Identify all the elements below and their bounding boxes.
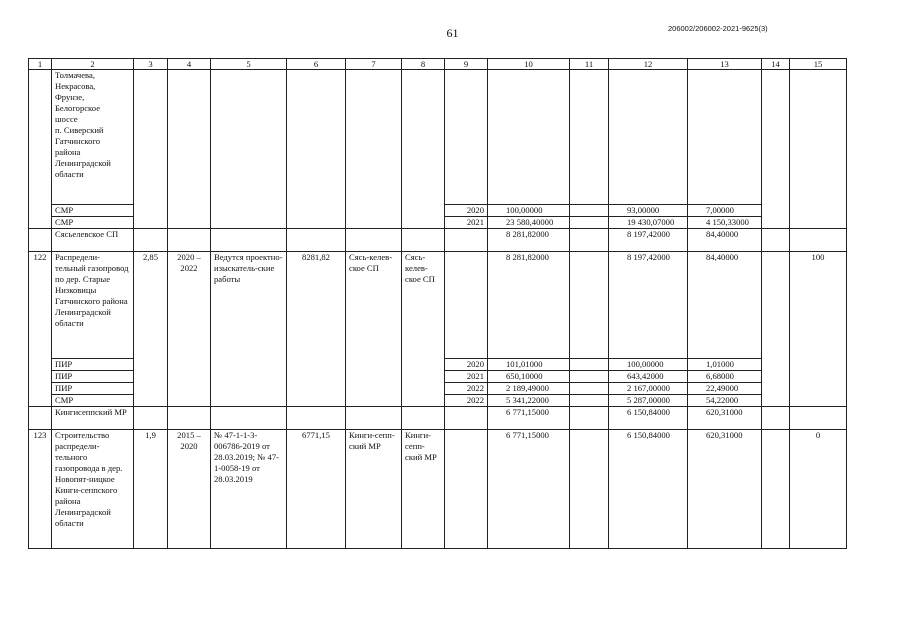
header-cell: 6	[287, 59, 346, 70]
header-cell: 14	[762, 59, 790, 70]
work-type: ПИР	[52, 359, 134, 371]
table-row: СМР 2021 23 580,40000 19 430,07000 4 150,33000	[29, 217, 847, 229]
item-number: 122	[29, 252, 52, 407]
work-type: СМР	[52, 217, 134, 229]
year: 2021	[445, 217, 488, 229]
work-type: СМР	[52, 205, 134, 217]
table-row: СМР 2022 5 341,22000 5 287,00000 54,22000	[29, 395, 847, 407]
work-type: СМР	[52, 395, 134, 407]
header-cell: 1	[29, 59, 52, 70]
table-row: ПИР 2020 101,01000 100,00000 1,01000	[29, 359, 847, 371]
year: 2022	[445, 395, 488, 407]
subtotal-row: Кингисеппский МР 6 771,15000 6 150,84000 620,31000	[29, 407, 847, 430]
table-row: ПИР 2021 650,10000 643,42000 6,68000	[29, 371, 847, 383]
item-name-cell: Толмачева, Некрасова, Фрунзе, Белогорское шоссе п. Сиверский Гатчинского района Ленинградской области	[52, 70, 134, 205]
page-number: 61	[446, 26, 459, 40]
register-table	[28, 58, 847, 549]
table-row	[29, 70, 847, 205]
table-row: СМР 2020 100,00000 93,00000 7,00000	[29, 205, 847, 217]
header-cell: 5	[211, 59, 287, 70]
header-row	[29, 59, 847, 70]
header-cell: 13	[688, 59, 762, 70]
year: 2021	[445, 371, 488, 383]
subtotal-label: Кингисеппский МР	[52, 407, 134, 430]
subtotal-label: Сясьелевское СП	[52, 229, 134, 252]
item-number: 123	[29, 430, 52, 549]
subtotal-row: Сясьелевское СП 8 281,82000 8 197,42000 84,40000	[29, 229, 847, 252]
header-cell: 10	[488, 59, 570, 70]
year: 2020	[445, 205, 488, 217]
header-cell: 8	[402, 59, 445, 70]
header-cell: 11	[570, 59, 609, 70]
header-cell: 4	[168, 59, 211, 70]
table-row: 123 Строительство распредели-тельного газопровода в дер. Новопят-ницкое Кинги-сеппского района Ленинградской области 1,9 2015 – 2020 № 47-1-1-3-006786-2019 от 28.03.2019; № 47-1-0058-19 от 28.03.2019 6771,15 Кинги-сепп-ский МР Кинги-сепп-ский МР 6 771,15000 6 150,84000 620,31000 0	[29, 430, 847, 549]
header-cell: 12	[609, 59, 688, 70]
work-type: ПИР	[52, 371, 134, 383]
header-cell: 15	[790, 59, 847, 70]
table-row: ПИР 2022 2 189,49000 2 167,00000 22,49000	[29, 383, 847, 395]
header-cell: 2	[52, 59, 134, 70]
item-name-cell: Распредели-тельный газопровод по дер. Старые Низковицы Гатчинского района Ленинградской области	[52, 252, 134, 359]
header-cell: 9	[445, 59, 488, 70]
header-cell: 7	[346, 59, 402, 70]
header-cell: 3	[134, 59, 168, 70]
item-name-cell: Строительство распредели-тельного газопровода в дер. Новопят-ницкое Кинги-сеппского района Ленинградской области	[52, 430, 134, 549]
work-type: ПИР	[52, 383, 134, 395]
table-row: 122 Распредели-тельный газопровод по дер. Старые Низковицы Гатчинского района Ленинградской области 2,85 2020 – 2022 Ведутся проектно-изыскатель-ские работы 8281,82 Сясь-келев-ское СП Сясь-келев-ское СП 8 281,82000 8 197,42000 84,40000 100	[29, 252, 847, 359]
document-code: 206002/206002-2021-9625(3)	[668, 24, 768, 33]
year: 2020	[445, 359, 488, 371]
year: 2022	[445, 383, 488, 395]
